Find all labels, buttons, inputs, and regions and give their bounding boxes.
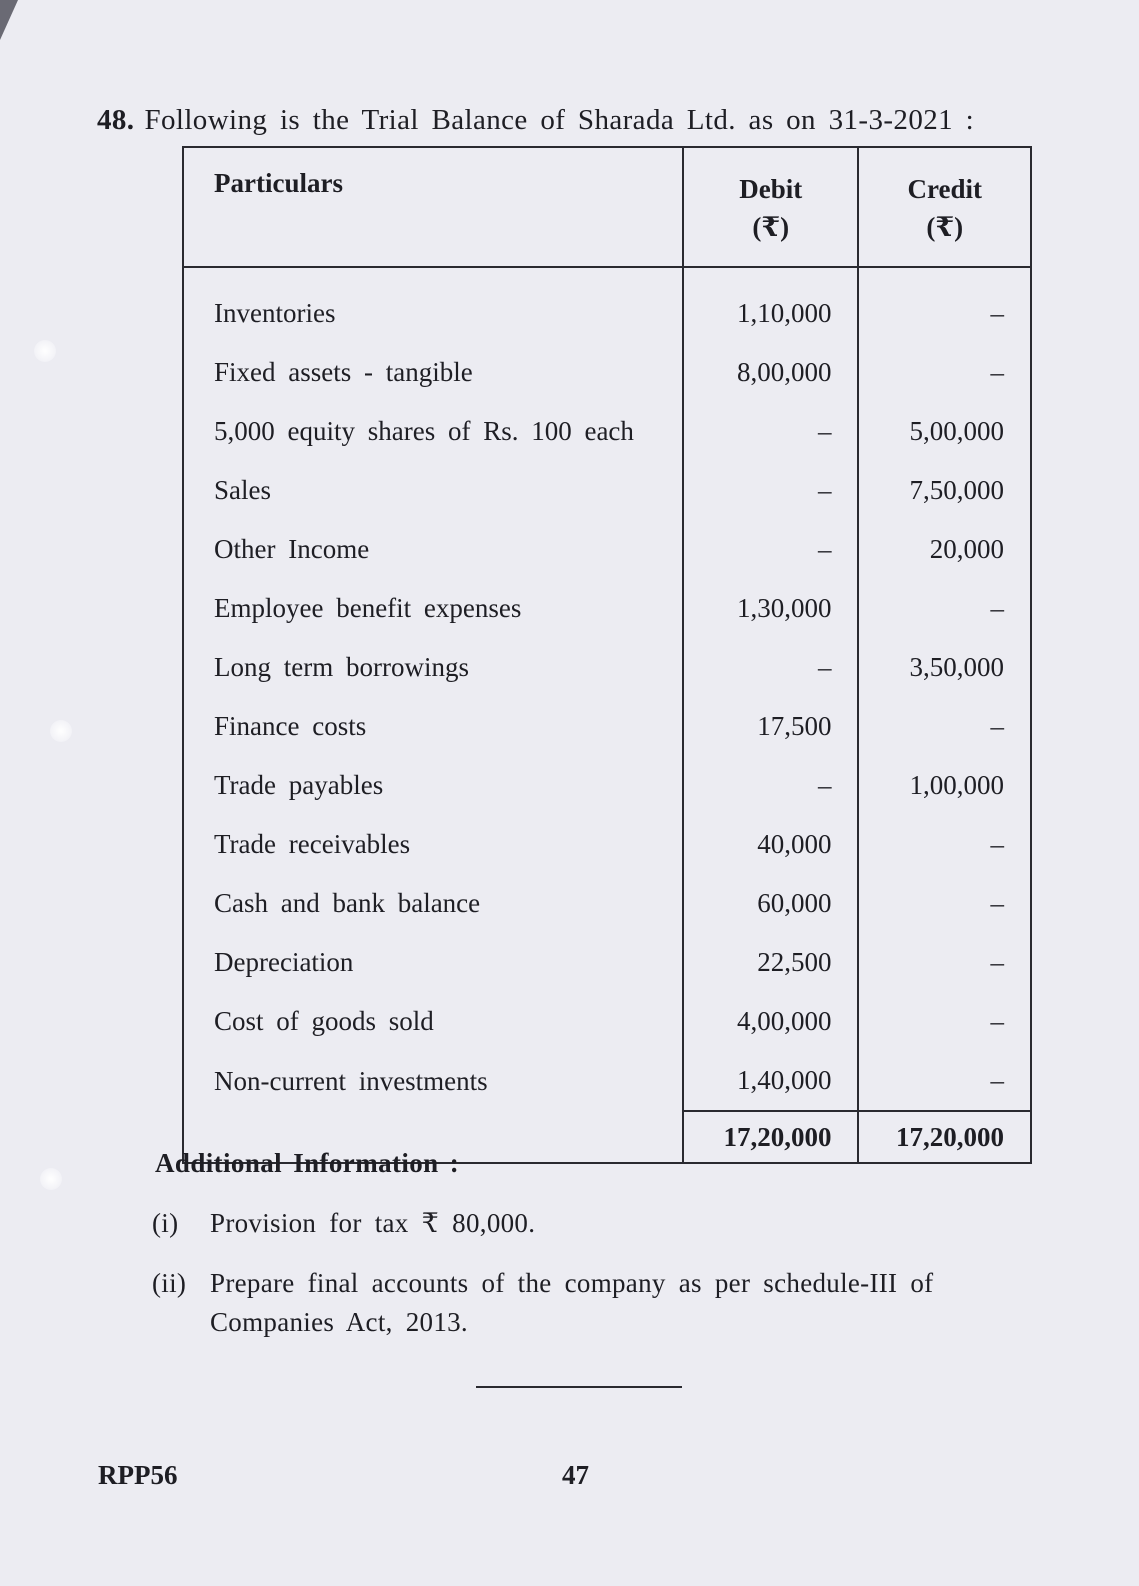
table-row <box>183 815 1031 874</box>
cell-particulars: Cost of goods sold <box>183 992 683 1051</box>
item-marker: (ii) <box>152 1268 187 1298</box>
cell-particulars: Other Income <box>183 520 683 579</box>
cell-credit: – <box>858 933 1031 992</box>
question-number: 48. <box>97 104 135 136</box>
cell-debit: – <box>683 461 858 520</box>
table-row <box>183 520 1031 579</box>
cell-credit: – <box>858 815 1031 874</box>
cell-total-debit: 17,20,000 <box>683 1111 858 1163</box>
cell-debit: 4,00,000 <box>683 992 858 1051</box>
header-particulars: Particulars <box>183 147 683 267</box>
cell-particulars: Depreciation <box>183 933 683 992</box>
header-debit-unit: (₹) <box>752 212 790 242</box>
item-text-line2: Companies Act, 2013. <box>210 1307 468 1337</box>
question-heading <box>97 104 974 137</box>
table-row <box>183 638 1031 697</box>
cell-particulars: Finance costs <box>183 697 683 756</box>
cell-particulars: Long term borrowings <box>183 638 683 697</box>
additional-item <box>152 1208 535 1239</box>
footer-paper-code: RPP56 <box>98 1460 178 1490</box>
table-row <box>183 697 1031 756</box>
cell-debit: – <box>683 756 858 815</box>
cell-credit: 1,00,000 <box>858 756 1031 815</box>
header-credit-label: Credit <box>907 174 982 204</box>
table-row <box>183 1051 1031 1111</box>
cell-debit: 1,10,000 <box>683 267 858 343</box>
cell-debit: 17,500 <box>683 697 858 756</box>
header-debit-label: Debit <box>739 174 803 204</box>
cell-total-credit: 17,20,000 <box>858 1111 1031 1163</box>
cell-particulars: Trade receivables <box>183 815 683 874</box>
cell-debit: 8,00,000 <box>683 343 858 402</box>
table-row <box>183 343 1031 402</box>
question-text: Following is the Trial Balance of Sharada Ltd. as on 31-3-2021 : <box>144 104 975 136</box>
cell-particulars: Fixed assets - tangible <box>183 343 683 402</box>
cell-credit: – <box>858 697 1031 756</box>
cell-credit: – <box>858 579 1031 638</box>
table-header-row <box>183 147 1031 267</box>
cell-particulars: Inventories <box>183 267 683 343</box>
cell-particulars: Employee benefit expenses <box>183 579 683 638</box>
table-row <box>183 933 1031 992</box>
additional-item <box>152 1268 992 1338</box>
header-debit <box>683 147 858 267</box>
punch-hole <box>34 340 56 362</box>
cell-particulars: Cash and bank balance <box>183 874 683 933</box>
item-marker: (i) <box>152 1208 179 1238</box>
cell-debit: – <box>683 402 858 461</box>
cell-credit: – <box>858 267 1031 343</box>
header-credit <box>858 147 1031 267</box>
cell-debit: 1,30,000 <box>683 579 858 638</box>
cell-credit: 3,50,000 <box>858 638 1031 697</box>
cell-debit: 40,000 <box>683 815 858 874</box>
end-rule-divider <box>476 1386 682 1388</box>
table-row <box>183 267 1031 343</box>
cell-debit: 60,000 <box>683 874 858 933</box>
trial-balance-table <box>182 146 1032 1164</box>
cell-particulars: Non-current investments <box>183 1051 683 1111</box>
cell-credit: – <box>858 1051 1031 1111</box>
cell-credit: – <box>858 992 1031 1051</box>
cell-debit: 1,40,000 <box>683 1051 858 1111</box>
cell-credit: – <box>858 343 1031 402</box>
additional-info-title: Additional Information : <box>155 1148 460 1178</box>
punch-hole <box>50 720 72 742</box>
cell-credit: 7,50,000 <box>858 461 1031 520</box>
table-row <box>183 756 1031 815</box>
cell-debit: – <box>683 520 858 579</box>
table-row <box>183 874 1031 933</box>
table-row <box>183 992 1031 1051</box>
cell-debit: – <box>683 638 858 697</box>
table-row <box>183 402 1031 461</box>
item-text: Provision for tax ₹ 80,000. <box>210 1208 536 1238</box>
punch-hole <box>40 1168 62 1190</box>
header-credit-unit: (₹) <box>926 212 964 242</box>
cell-debit: 22,500 <box>683 933 858 992</box>
table-row <box>183 461 1031 520</box>
item-text-line1: Prepare final accounts of the company as per schedule-III of <box>210 1268 934 1298</box>
cell-credit: 5,00,000 <box>858 402 1031 461</box>
cell-credit: 20,000 <box>858 520 1031 579</box>
cell-particulars: Trade payables <box>183 756 683 815</box>
table-row <box>183 579 1031 638</box>
cell-particulars: Sales <box>183 461 683 520</box>
cell-credit: – <box>858 874 1031 933</box>
footer-page-number: 47 <box>562 1460 589 1490</box>
cell-particulars: 5,000 equity shares of Rs. 100 each <box>183 402 683 461</box>
page-corner-shadow <box>0 0 18 40</box>
